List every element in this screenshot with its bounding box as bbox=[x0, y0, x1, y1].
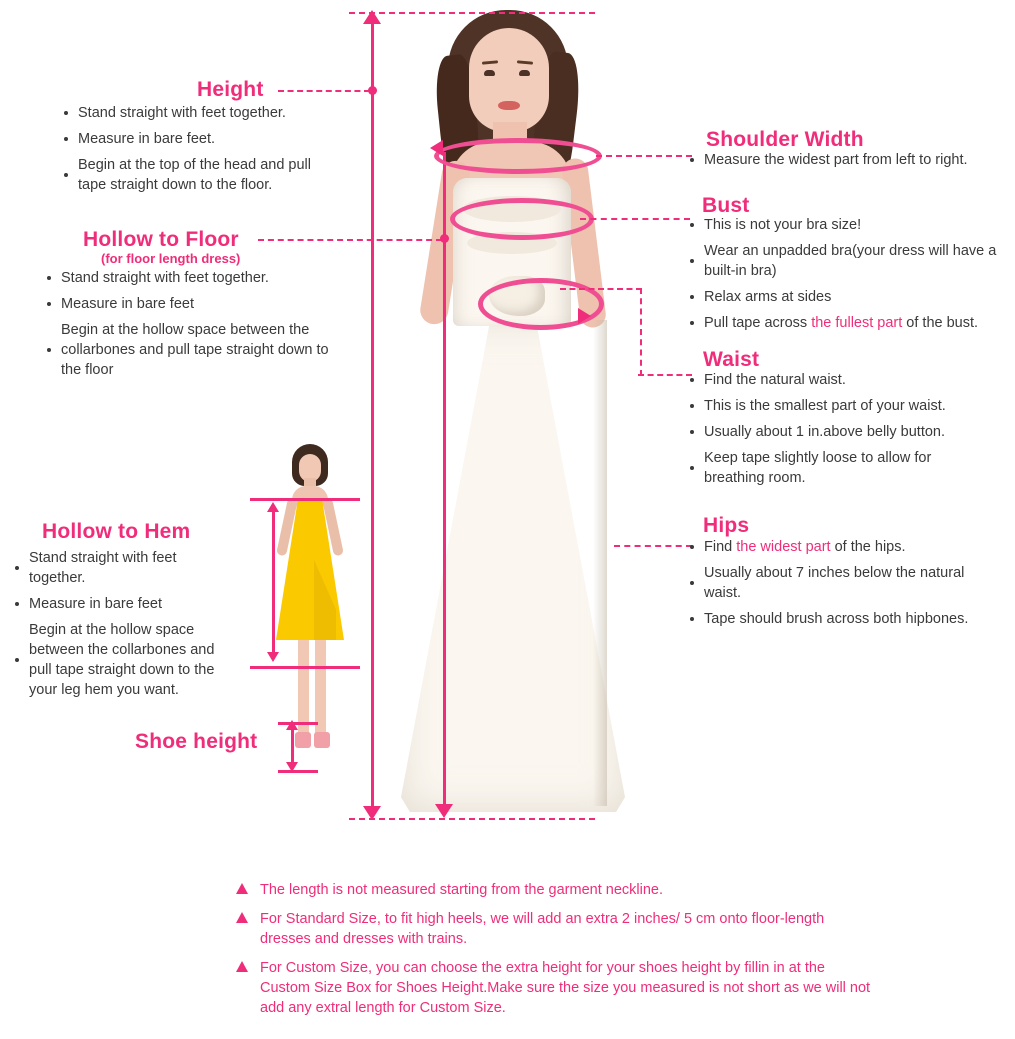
hollow-to-floor-callout-leader bbox=[258, 239, 442, 241]
hollow-to-hem-arrow-top bbox=[267, 502, 279, 512]
hollow-to-floor-bullets bbox=[45, 268, 330, 386]
list-item: Measure the widest part from left to right. bbox=[688, 150, 1008, 170]
waist-callout-top bbox=[560, 288, 642, 290]
shoe-height-top-rule bbox=[278, 722, 318, 725]
hollow-to-floor-measure-line bbox=[443, 152, 446, 808]
list-item: Usually about 7 inches below the natural waist. bbox=[688, 563, 1000, 603]
list-item: Begin at the top of the head and pull tape straight down to the floor. bbox=[62, 155, 337, 195]
shoe-height-arrow-top bbox=[286, 720, 298, 730]
warning-triangle-icon bbox=[236, 883, 248, 894]
shoe-height-arrow-bottom bbox=[286, 762, 298, 772]
list-item: Wear an unpadded bra(your dress will have a built-in bra) bbox=[688, 241, 1008, 281]
list-item: Usually about 1 in.above belly button. bbox=[688, 422, 988, 442]
bust-band bbox=[450, 198, 594, 240]
height-measure-line bbox=[371, 22, 374, 810]
bust-bullets bbox=[688, 215, 1008, 339]
list-item: Find the natural waist. bbox=[688, 370, 988, 390]
height-arrow-top bbox=[363, 10, 381, 24]
hollow-to-hem-arrow-bottom bbox=[267, 652, 279, 662]
head-level-line bbox=[349, 12, 595, 14]
list-item: Relax arms at sides bbox=[688, 287, 1008, 307]
hips-heading: Hips bbox=[703, 514, 750, 537]
height-callout-leader bbox=[278, 90, 370, 92]
hips-widest-post: of the hips. bbox=[830, 539, 906, 555]
shoulder-width-heading: Shoulder Width bbox=[706, 128, 864, 151]
note-text: The length is not measured starting from the garment neckline. bbox=[260, 882, 663, 898]
list-item: Begin at the hollow space between the collarbones and pull tape straight down to the your leg hem you want. bbox=[13, 620, 228, 700]
floor-level-line bbox=[349, 818, 595, 820]
bust-fullest-emphasis: the fullest part bbox=[811, 315, 903, 331]
warning-triangle-icon bbox=[236, 961, 248, 972]
hollow-to-hem-bullets bbox=[13, 548, 228, 706]
hollow-to-hem-measure-line bbox=[272, 512, 275, 656]
shoulder-callout-leader bbox=[596, 155, 692, 157]
list-item: Begin at the hollow space between the collarbones and pull tape straight down to the floor bbox=[45, 320, 330, 380]
height-arrow-bottom bbox=[363, 806, 381, 820]
waist-band-arrow bbox=[578, 308, 591, 324]
hollow-to-floor-subheading: (for floor length dress) bbox=[101, 251, 241, 266]
waist-callout-riser bbox=[640, 288, 642, 376]
hollow-to-hem-top-rule bbox=[250, 498, 360, 501]
shoulder-width-bullets bbox=[688, 150, 1008, 176]
list-item: Tape should brush across both hipbones. bbox=[688, 609, 1000, 629]
list-item: Stand straight with feet together. bbox=[62, 103, 337, 123]
list-item: This is not your bra size! bbox=[688, 215, 1008, 235]
list-item-bust-fullest bbox=[688, 313, 1008, 333]
note-item bbox=[236, 958, 876, 1018]
hollow-to-floor-arrow-bottom bbox=[435, 804, 453, 818]
footer-notes bbox=[236, 880, 876, 1027]
hollow-to-hem-heading: Hollow to Hem bbox=[42, 520, 191, 543]
waist-bullets bbox=[688, 370, 988, 494]
shoe-height-bottom-rule bbox=[278, 770, 318, 773]
list-item: Keep tape slightly loose to allow for breathing room. bbox=[688, 448, 988, 488]
note-item bbox=[236, 909, 876, 949]
model-in-white-gown-illustration bbox=[393, 0, 633, 830]
hips-bullets bbox=[688, 537, 1000, 635]
shoulder-width-band bbox=[434, 138, 602, 174]
waist-callout-leader bbox=[638, 374, 692, 376]
hollow-to-hem-bottom-rule bbox=[250, 666, 360, 669]
list-item: Stand straight with feet together. bbox=[13, 548, 228, 588]
warning-triangle-icon bbox=[236, 912, 248, 923]
list-item-hips-widest bbox=[688, 537, 1000, 557]
hips-callout-leader bbox=[614, 545, 692, 547]
note-item bbox=[236, 880, 876, 900]
shoulder-band-arrow bbox=[430, 140, 443, 156]
bust-fullest-pre: Pull tape across bbox=[704, 315, 812, 331]
list-item: Measure in bare feet bbox=[45, 294, 330, 314]
model-in-yellow-dress-illustration bbox=[262, 440, 360, 780]
list-item: Stand straight with feet together. bbox=[45, 268, 330, 288]
list-item: Measure in bare feet bbox=[13, 594, 228, 614]
height-heading: Height bbox=[197, 78, 264, 101]
waist-heading: Waist bbox=[703, 348, 760, 371]
bust-callout-leader bbox=[580, 218, 690, 220]
list-item: Measure in bare feet. bbox=[62, 129, 337, 149]
list-item: This is the smallest part of your waist. bbox=[688, 396, 988, 416]
hollow-to-floor-heading: Hollow to Floor bbox=[83, 228, 239, 251]
shoe-height-heading: Shoe height bbox=[135, 730, 258, 753]
note-text: For Custom Size, you can choose the extra height for your shoes height by fillin in at the Custom Size Box for Shoes Height.Make sure the size you measured is not short as we will not add any extral length for Custom Size. bbox=[260, 960, 871, 1016]
hips-widest-emphasis: the widest part bbox=[736, 539, 831, 555]
hips-widest-pre: Find bbox=[704, 539, 737, 555]
height-bullets bbox=[62, 103, 337, 201]
bust-fullest-post: of the bust. bbox=[902, 315, 979, 331]
bust-heading: Bust bbox=[702, 194, 750, 217]
note-text: For Standard Size, to fit high heels, we will add an extra 2 inches/ 5 cm onto floor-length dresses and dresses with trains. bbox=[260, 911, 825, 947]
